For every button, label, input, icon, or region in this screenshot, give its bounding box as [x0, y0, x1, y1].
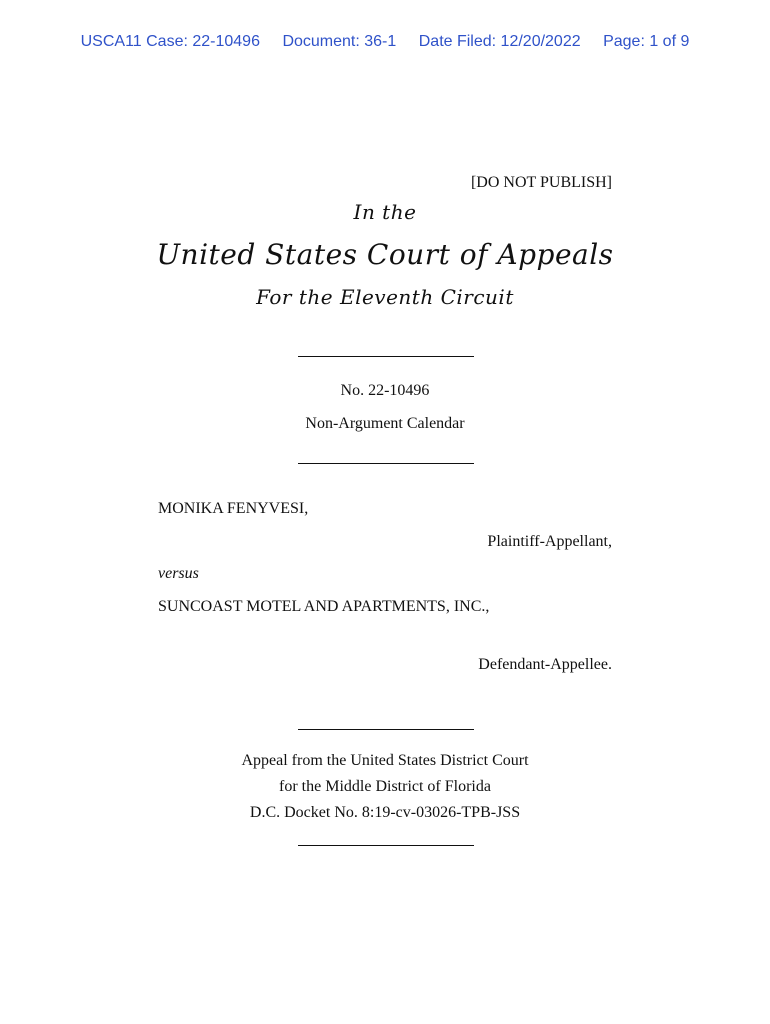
page-count-stamp: Page: 1 of 9 [603, 33, 690, 50]
versus-label: versus [158, 565, 199, 582]
appeal-origin-line-1: Appeal from the United States District Court [241, 752, 529, 769]
court-heading-name: United States Court of Appeals [156, 238, 614, 271]
defendant-role: Defendant-Appellee. [478, 656, 612, 673]
court-heading-circuit: For the Eleventh Circuit [256, 285, 514, 309]
divider-rule [298, 463, 474, 464]
divider-rule [298, 729, 474, 730]
calendar-type: Non-Argument Calendar [305, 415, 465, 432]
plaintiff-name: MONIKA FENYVESI, [158, 500, 309, 517]
filing-header-stamp [0, 33, 770, 51]
publication-note: [DO NOT PUBLISH] [470, 174, 612, 191]
case-number-stamp: USCA11 Case: 22-10496 [80, 33, 260, 50]
document-number-stamp: Document: 36-1 [282, 33, 397, 50]
divider-rule [298, 356, 474, 357]
plaintiff-role: Plaintiff-Appellant, [487, 533, 612, 550]
court-heading-in-the: In the [353, 200, 417, 224]
case-number: No. 22-10496 [340, 382, 430, 399]
docket-number: D.C. Docket No. 8:19-cv-03026-TPB-JSS [249, 804, 521, 821]
appeal-origin-line-2: for the Middle District of Florida [279, 778, 491, 795]
divider-rule [298, 845, 474, 846]
defendant-name: SUNCOAST MOTEL AND APARTMENTS, INC., [158, 598, 490, 615]
date-filed-stamp: Date Filed: 12/20/2022 [418, 33, 581, 50]
